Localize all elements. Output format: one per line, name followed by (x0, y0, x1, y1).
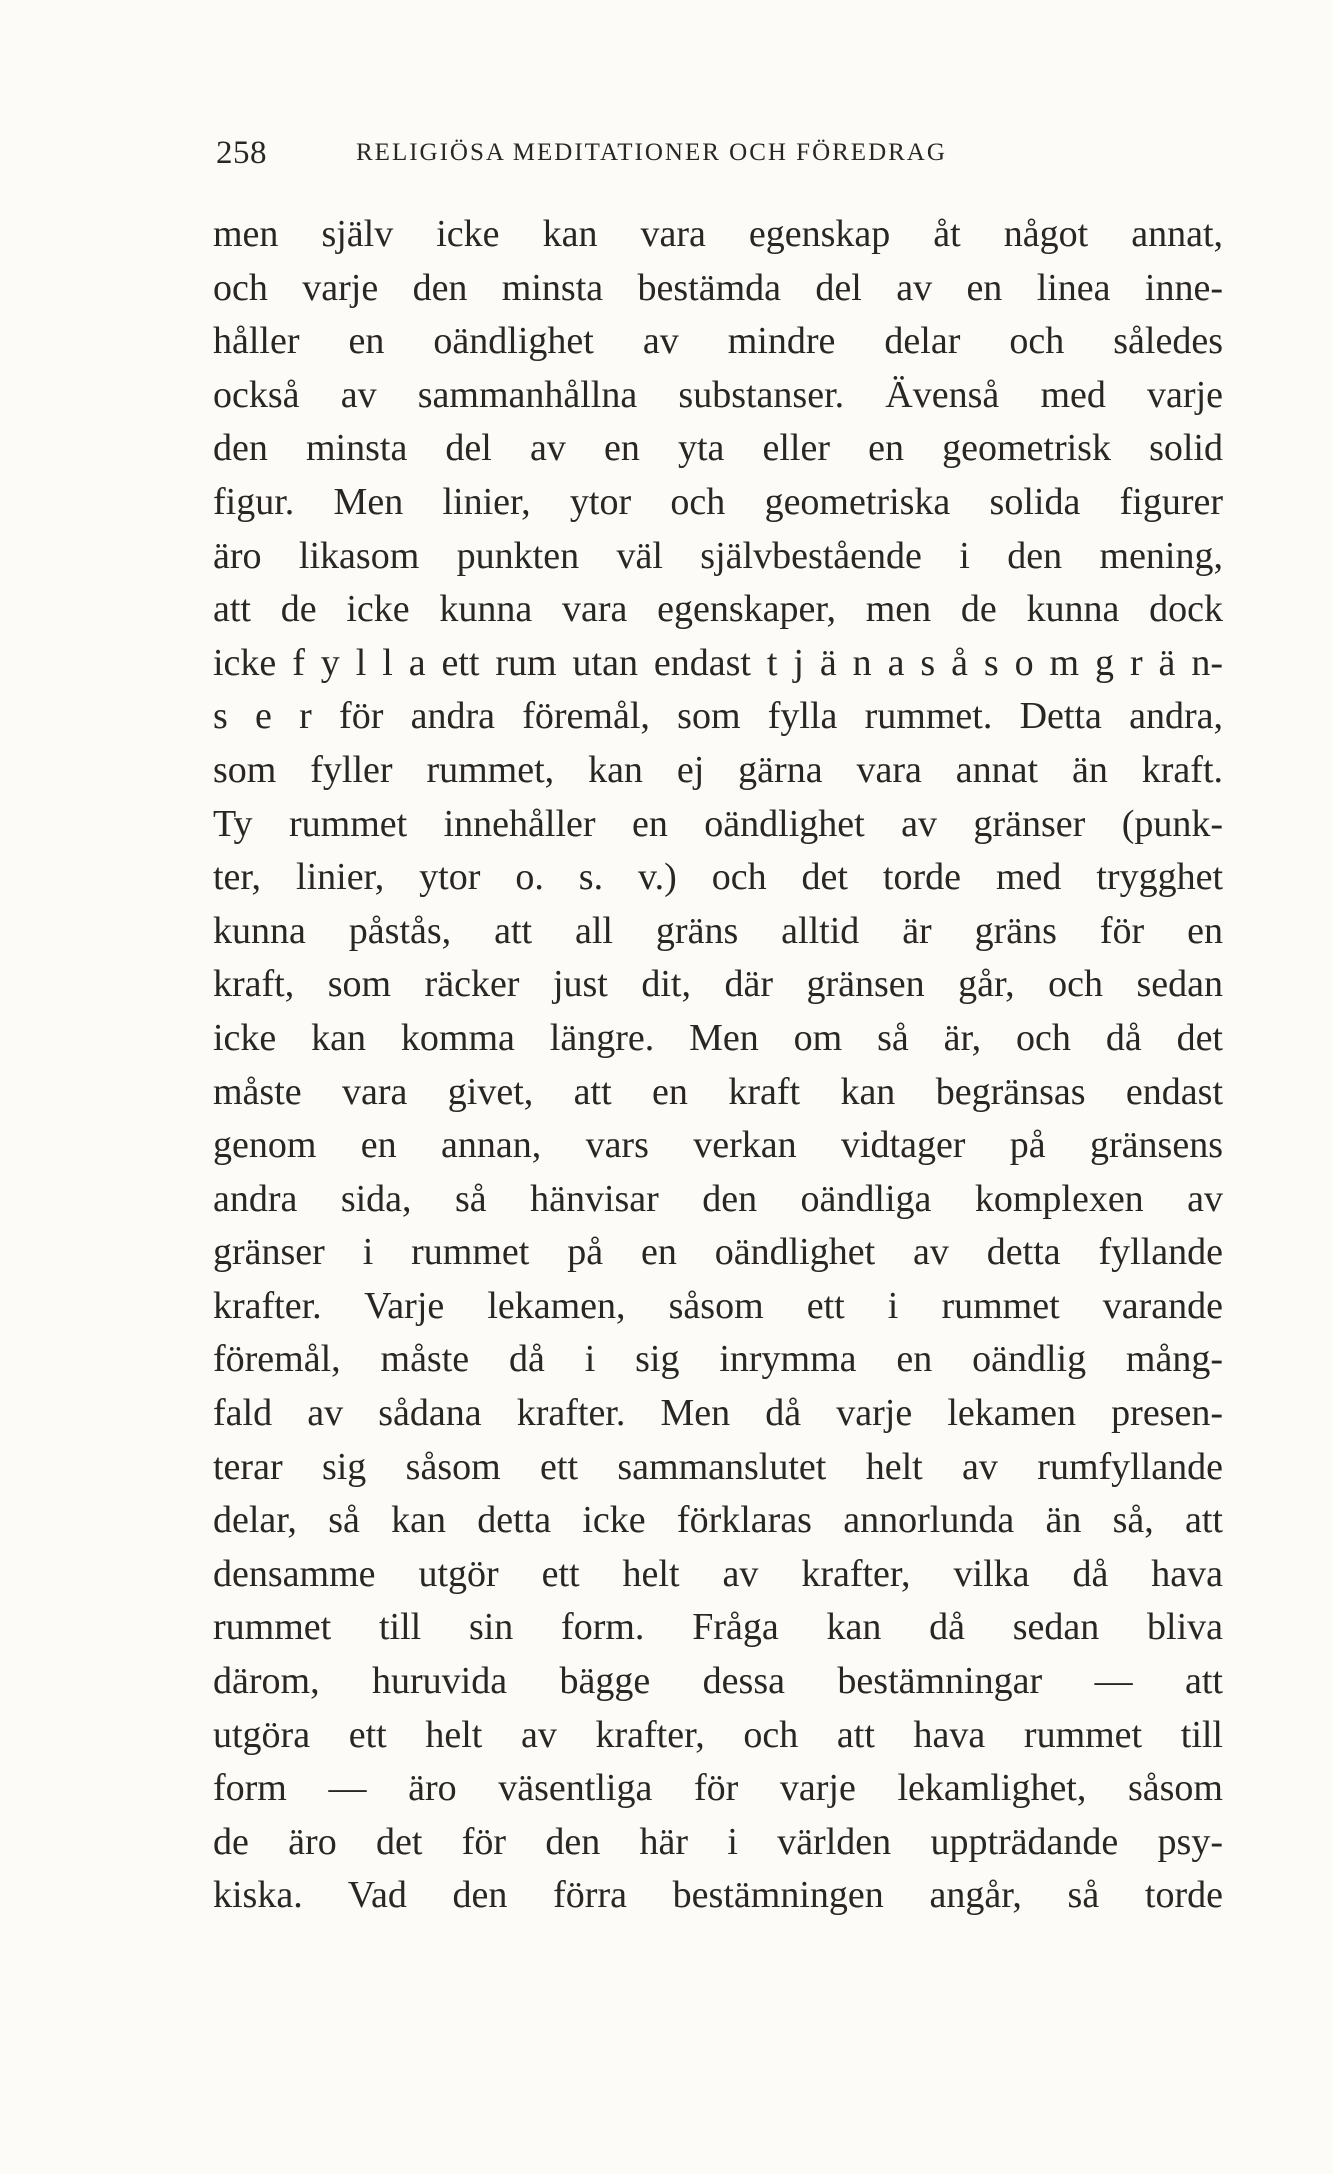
page-header (216, 128, 1226, 178)
text-line: fald av sådana krafter. Men då varje lekamen presen- (213, 1392, 1223, 1435)
text-line: utgöra ett helt av krafter, och att hava rummet till (213, 1713, 1223, 1756)
text-line: också av sammanhållna substanser. Ävenså med varje (213, 373, 1223, 416)
text-line: genom en annan, vars verkan vidtager på gränsens (213, 1124, 1223, 1167)
text-line: som fyller rummet, kan ej gärna vara annat än kraft. (213, 748, 1223, 791)
text-line: gränser i rummet på en oändlighet av detta fyllande (213, 1231, 1223, 1274)
text-line: ter, linier, ytor o. s. v.) och det torde med trygghet (213, 856, 1223, 899)
text-line: äro likasom punkten väl självbestående i den mening, (213, 534, 1223, 577)
text-line: måste vara givet, att en kraft kan begränsas endast (213, 1070, 1223, 1113)
text-line: Ty rummet innehåller en oändlighet av gränser (punk- (213, 802, 1223, 845)
text-line: rummet till sin form. Fråga kan då sedan bliva (213, 1606, 1223, 1649)
text-line: därom, huruvida bägge dessa bestämningar — att (213, 1660, 1223, 1703)
text-line: och varje den minsta bestämda del av en linea inne- (213, 266, 1223, 309)
text-line: men själv icke kan vara egenskap åt något annat, (213, 213, 1223, 255)
text-line: s e r för andra föremål, som fylla rummet. Detta andra, (213, 695, 1223, 738)
body-text (213, 208, 1223, 1923)
page-number: 258 (216, 135, 267, 171)
text-line: krafter. Varje lekamen, såsom ett i rummet varande (213, 1284, 1223, 1327)
text-line: kiska. Vad den förra bestämningen angår, så torde (213, 1874, 1223, 1917)
text-line: andra sida, så hänvisar den oändliga komplexen av (213, 1177, 1223, 1220)
text-line: kunna påstås, att all gräns alltid är gräns för en (213, 909, 1223, 952)
text-line: densamme utgör ett helt av krafter, vilka då hava (213, 1552, 1223, 1595)
text-line: terar sig såsom ett sammanslutet helt av rumfyllande (213, 1445, 1223, 1488)
running-head: RELIGIÖSA MEDITATIONER OCH FÖREDRAG (356, 139, 947, 166)
text-line: den minsta del av en yta eller en geometrisk solid (213, 427, 1223, 470)
text-line: icke f y l l a ett rum utan endast t j ä n a s å s o m g r ä n- (213, 641, 1223, 684)
text-line: föremål, måste då i sig inrymma en oändlig mång- (213, 1338, 1223, 1381)
text-line: håller en oändlighet av mindre delar och således (213, 320, 1223, 363)
text-line: delar, så kan detta icke förklaras annorlunda än så, att (213, 1499, 1223, 1542)
text-line: att de icke kunna vara egenskaper, men de kunna dock (213, 588, 1223, 631)
text-line: form — äro väsentliga för varje lekamlighet, såsom (213, 1767, 1223, 1810)
text-line: de äro det för den här i världen uppträdande psy- (213, 1820, 1223, 1863)
text-line: icke kan komma längre. Men om så är, och då det (213, 1016, 1223, 1059)
text-line: kraft, som räcker just dit, där gränsen går, och sedan (213, 963, 1223, 1006)
text-line: figur. Men linier, ytor och geometriska solida figurer (213, 480, 1223, 523)
